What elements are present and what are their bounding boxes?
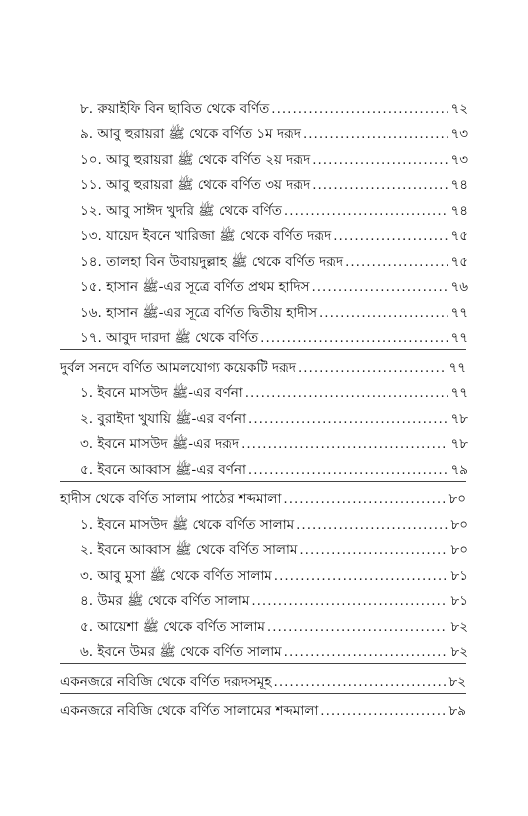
toc-section-entry[interactable] — [0, 350, 466, 376]
toc-entry[interactable] — [0, 321, 468, 347]
toc-leader-dots — [333, 228, 448, 244]
toc-entry-title: ৩. আবু মুসা ﷺ থেকে বর্ণিত সালাম — [80, 567, 272, 584]
toc-entry-title: ৮. রুয়াইফি বিন ছাবিত থেকে বর্ণিত — [80, 100, 270, 117]
toc-page-number: ৭৬ — [450, 279, 468, 295]
toc-page-number: ৮০ — [450, 542, 468, 558]
toc-page-number: ৮০ — [450, 516, 468, 533]
toc-page-number: ৭৭ — [448, 359, 466, 376]
toc-page-number: ৮০ — [448, 491, 466, 507]
toc-entry[interactable] — [0, 401, 468, 427]
toc-page-number: ৮১ — [450, 567, 468, 584]
toc-entry[interactable] — [0, 507, 468, 533]
toc-leader-dots — [260, 330, 448, 346]
toc-page-number: ৭৫ — [450, 228, 468, 244]
toc-page-number: ৭৮ — [450, 410, 468, 427]
toc-page-number: ৮৯ — [448, 703, 466, 719]
toc-leader-dots — [271, 101, 448, 117]
toc-entry-title: ২. বুরাইদা খুযায়ি ﷺ-এর বর্ণনা — [80, 410, 247, 427]
toc-entry[interactable] — [0, 295, 468, 321]
toc-page-number: ৮১ — [450, 593, 468, 609]
toc-leader-dots — [298, 360, 446, 376]
toc-section-entry[interactable] — [0, 482, 466, 508]
toc-section-entry[interactable] — [0, 694, 466, 720]
toc-leader-dots — [248, 411, 448, 427]
toc-entry-title: হাদীস থেকে বর্ণিত সালাম পাঠের শব্দমালা — [60, 491, 282, 507]
toc-leader-dots — [296, 517, 448, 533]
toc-leader-dots — [251, 593, 448, 609]
toc-entry-title: ১. ইবনে মাসউদ ﷺ-এর বর্ণনা — [80, 385, 243, 401]
toc-entry-title: ১৭. আবুদ দারদা ﷺ থেকে বর্ণিত — [80, 330, 259, 346]
toc-entry-title: ৯. আবু হুরায়রা ﷺ থেকে বর্ণিত ১ম দরূদ — [80, 126, 301, 142]
toc-entry-title: ৫. ইবনে আব্বাস ﷺ-এর বর্ণনা — [80, 461, 246, 478]
toc-page-number: ৮২ — [448, 673, 466, 690]
toc-page-number: ৭৩ — [450, 151, 468, 168]
toc-entry[interactable] — [0, 452, 468, 478]
toc-entry[interactable] — [0, 168, 468, 194]
toc-entry-title: ১৫. হাসান ﷺ-এর সূত্রে বর্ণিত প্রথম হাদিস — [80, 279, 310, 295]
toc-entry[interactable] — [0, 533, 468, 559]
toc-entry-title: ১. ইবনে মাসউদ ﷺ থেকে বর্ণিত সালাম — [80, 516, 295, 533]
toc-page-number: ৭৮ — [450, 436, 468, 452]
toc-entry[interactable] — [0, 142, 468, 168]
toc-entry-title: একনজরে নবিজি থেকে বর্ণিত সালামের শব্দমালা — [60, 703, 319, 719]
toc-entry[interactable] — [0, 193, 468, 219]
toc-entry[interactable] — [0, 91, 468, 117]
toc-page-number: ৭২ — [450, 100, 468, 117]
toc-leader-dots — [274, 568, 449, 584]
toc-leader-dots — [303, 126, 448, 142]
toc-entry-title: ১১. আবু হুরায়রা ﷺ থেকে বর্ণিত ৩য় দরূদ — [80, 177, 311, 193]
toc-page-number: ৭৩ — [450, 126, 468, 142]
toc-entry-title: ১৪. তালহা বিন উবায়দুল্লাহ ﷺ থেকে বর্ণিত দরূদ — [80, 253, 344, 270]
toc-list — [0, 91, 528, 719]
toc-entry-title: ৬. ইবনে উমর ﷺ থেকে বর্ণিত সালাম — [80, 644, 282, 660]
toc-entry[interactable] — [0, 584, 468, 610]
toc-leader-dots — [320, 703, 446, 719]
toc-leader-dots — [245, 385, 449, 401]
toc-leader-dots — [311, 279, 448, 295]
toc-page-number: ৮২ — [450, 644, 468, 660]
toc-leader-dots — [248, 462, 449, 478]
toc-entry-title: ১২. আবু সাঈদ খুদরি ﷺ থেকে বর্ণিত — [80, 202, 282, 219]
toc-leader-dots — [312, 152, 448, 168]
toc-entry[interactable] — [0, 635, 468, 661]
toc-page-number: ৭৭ — [450, 385, 468, 401]
toc-page-number: ৭৭ — [450, 330, 468, 346]
toc-entry[interactable] — [0, 244, 468, 270]
toc-entry-title: একনজরে নবিজি থেকে বর্ণিত দরূদসমূহ — [60, 673, 272, 690]
toc-entry-title: ৪. উমর ﷺ থেকে বর্ণিত সালাম — [80, 593, 250, 609]
toc-leader-dots — [299, 542, 448, 558]
toc-entry-title: ১৬. হাসান ﷺ-এর সূত্রে বর্ণিত দ্বিতীয় হাদীস — [80, 304, 317, 321]
toc-page-number: ৭৪ — [450, 202, 468, 219]
toc-entry-title: ৫. আয়েশা ﷺ থেকে বর্ণিত সালাম — [80, 618, 265, 635]
toc-entry[interactable] — [0, 427, 468, 453]
toc-entry[interactable] — [0, 219, 468, 245]
toc-entry[interactable] — [0, 558, 468, 584]
toc-entry-title: ৩. ইবনে মাসউদ ﷺ-এর দরূদ — [80, 436, 240, 452]
toc-entry[interactable] — [0, 609, 468, 635]
toc-leader-dots — [345, 254, 448, 270]
toc-entry-title: ২. ইবনে আব্বাস ﷺ থেকে বর্ণিত সালাম — [80, 542, 298, 558]
toc-page-number: ৭৪ — [450, 177, 468, 193]
toc-leader-dots — [283, 491, 446, 507]
toc-leader-dots — [267, 619, 449, 635]
toc-section-entry[interactable] — [0, 664, 466, 690]
toc-entry[interactable] — [0, 270, 468, 296]
toc-leader-dots — [274, 674, 447, 690]
toc-page-number: ৭৯ — [450, 461, 468, 478]
toc-entry[interactable] — [0, 376, 468, 402]
toc-leader-dots — [284, 203, 449, 219]
toc-entry[interactable] — [0, 117, 468, 143]
toc-entry-title: দুর্বল সনদে বর্ণিত আমলযোগ্য কয়েকটি দরূদ — [60, 359, 296, 376]
toc-entry-title: ১০. আবু হুরায়রা ﷺ থেকে বর্ণিত ২য় দরূদ — [80, 151, 311, 168]
toc-leader-dots — [241, 436, 448, 452]
toc-page-number: ৭৭ — [450, 304, 468, 321]
toc-leader-dots — [284, 644, 449, 660]
toc-page-number: ৮২ — [450, 618, 468, 635]
toc-leader-dots — [312, 177, 448, 193]
toc-entry-title: ১৩. যায়েদ ইবনে খারিজা ﷺ থেকে বর্ণিত দরূদ — [80, 228, 332, 244]
toc-page-number: ৭৫ — [450, 253, 468, 270]
toc-leader-dots — [319, 305, 448, 321]
